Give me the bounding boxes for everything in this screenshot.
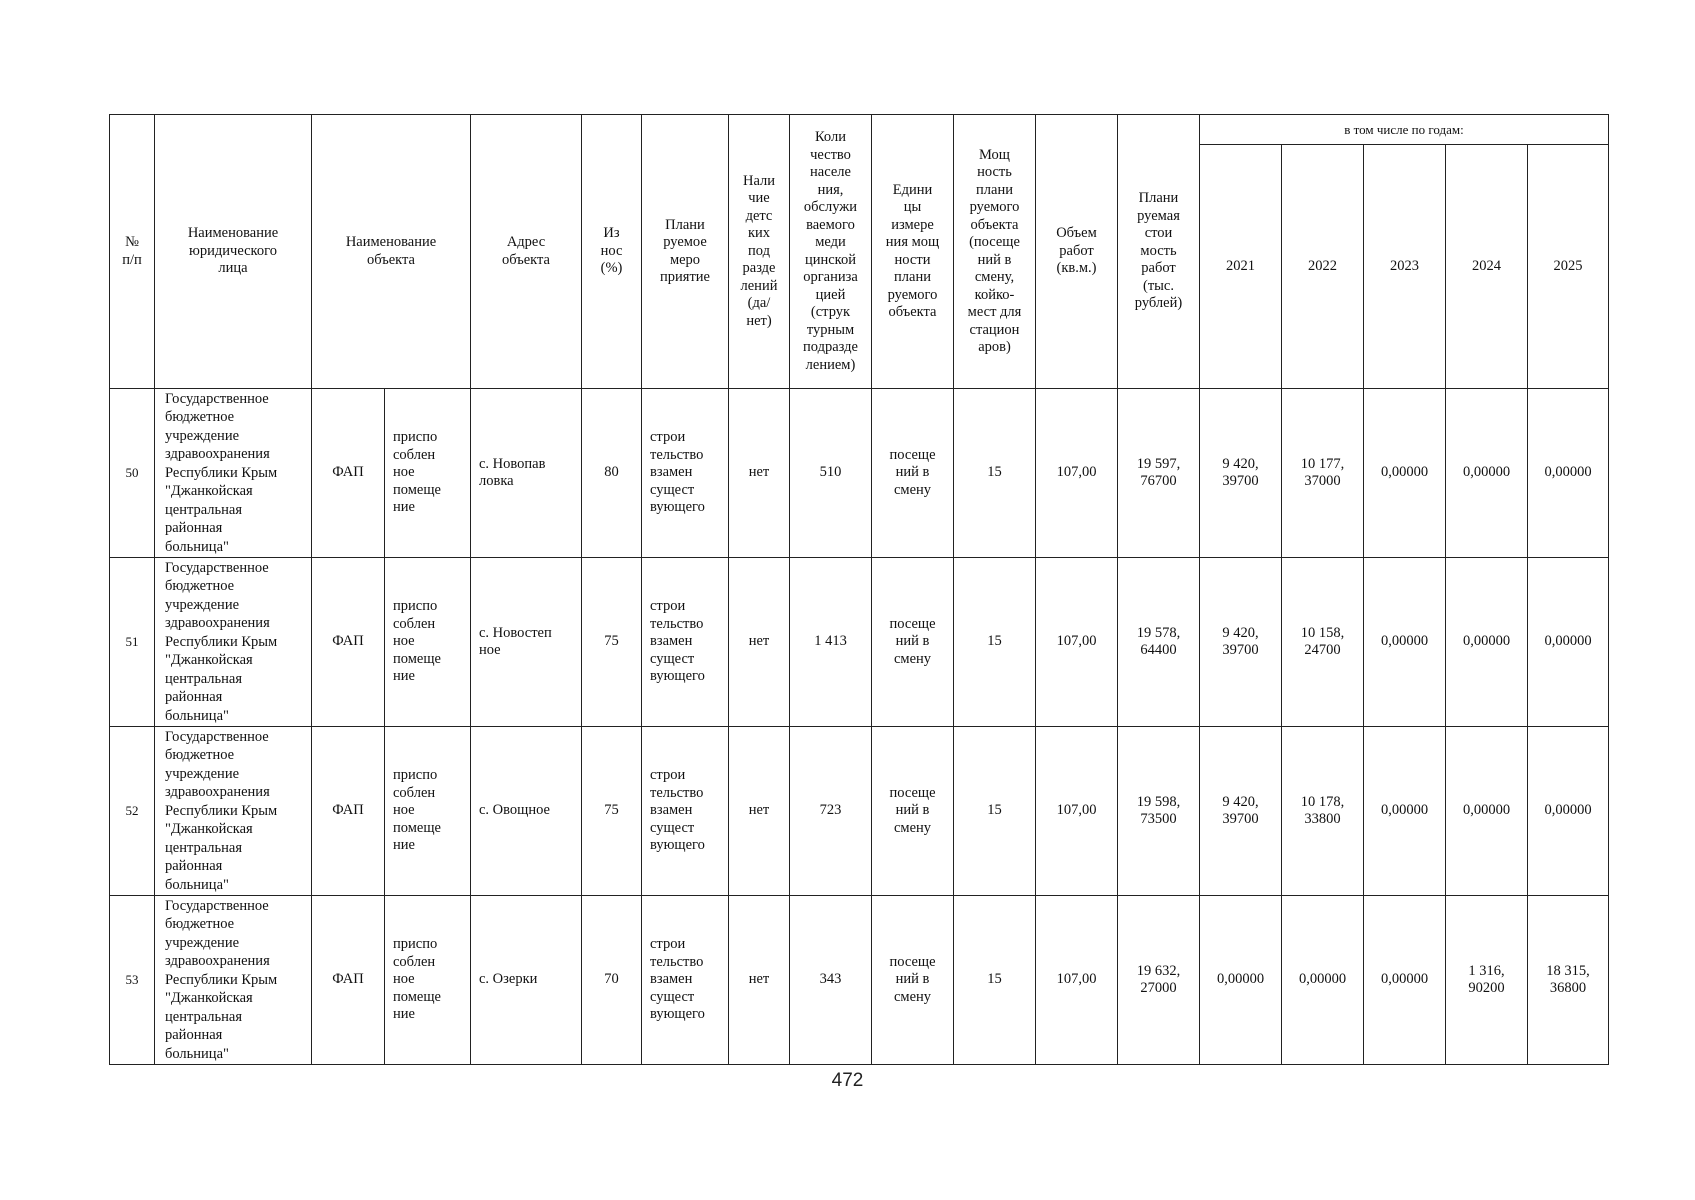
header-row-1 (110, 115, 1609, 145)
row-num: 52 (110, 727, 155, 896)
row-population: 343 (790, 896, 872, 1065)
row-num: 51 (110, 558, 155, 727)
row-wear: 80 (582, 389, 642, 558)
page-number: 472 (831, 1070, 864, 1091)
row-units: посеще ний в смену (872, 389, 954, 558)
header-capacity: Мощ ность плани руемого объекта (посеще ний в смену, койко- мест для стацион аров) (954, 115, 1036, 389)
header-population: Коли чество населе ния, обслужи ваемого меди цинской организа цией (струк турным подразде лением) (790, 115, 872, 389)
row-object-desc: приспо соблен ное помеще ние (385, 558, 471, 727)
row-wear: 70 (582, 896, 642, 1065)
table-row (110, 558, 1609, 727)
row-year-2023: 0,00000 (1364, 896, 1446, 1065)
row-address: с. Овощное (471, 727, 582, 896)
row-year-2023: 0,00000 (1364, 389, 1446, 558)
row-year-2025: 0,00000 (1528, 389, 1609, 558)
row-year-2022: 10 178, 33800 (1282, 727, 1364, 896)
table-row (110, 896, 1609, 1065)
row-measure: строи тельство взамен сущест вующего (642, 727, 729, 896)
row-volume: 107,00 (1036, 389, 1118, 558)
row-year-2021: 9 420, 39700 (1200, 389, 1282, 558)
row-measure: строи тельство взамен сущест вующего (642, 389, 729, 558)
row-year-2025: 0,00000 (1528, 727, 1609, 896)
row-year-2025: 18 315, 36800 (1528, 896, 1609, 1065)
row-cost: 19 632, 27000 (1118, 896, 1200, 1065)
header-cost: Плани руемая стои мость работ (тыс. рублей) (1118, 115, 1200, 389)
row-year-2025: 0,00000 (1528, 558, 1609, 727)
row-population: 510 (790, 389, 872, 558)
row-cost: 19 597, 76700 (1118, 389, 1200, 558)
row-volume: 107,00 (1036, 727, 1118, 896)
objects-table (109, 114, 1609, 1065)
row-year-2023: 0,00000 (1364, 727, 1446, 896)
row-children: нет (729, 558, 790, 727)
header-year-2025: 2025 (1528, 145, 1609, 389)
header-capacity-units: Едини цы измере ния мощ ности плани руемого объекта (872, 115, 954, 389)
row-measure: строи тельство взамен сущест вующего (642, 558, 729, 727)
header-address: Адрес объекта (471, 115, 582, 389)
row-org: Государственное бюджетное учреждение здравоохранения Республики Крым "Джанкойская центральная районная больница" (155, 389, 312, 558)
row-object-type: ФАП (312, 727, 385, 896)
row-year-2024: 0,00000 (1446, 558, 1528, 727)
row-year-2024: 1 316, 90200 (1446, 896, 1528, 1065)
row-year-2023: 0,00000 (1364, 558, 1446, 727)
row-address: с. Новостеп ное (471, 558, 582, 727)
row-object-desc: приспо соблен ное помеще ние (385, 896, 471, 1065)
row-object-type: ФАП (312, 896, 385, 1065)
row-year-2022: 10 158, 24700 (1282, 558, 1364, 727)
row-population: 1 413 (790, 558, 872, 727)
header-object-name: Наименование объекта (312, 115, 471, 389)
header-num: № п/п (110, 115, 155, 389)
header-children-units: Нали чие детс ких под разде лений (да/ нет) (729, 115, 790, 389)
row-capacity: 15 (954, 727, 1036, 896)
row-wear: 75 (582, 727, 642, 896)
header-year-2022: 2022 (1282, 145, 1364, 389)
row-capacity: 15 (954, 558, 1036, 727)
row-children: нет (729, 896, 790, 1065)
row-object-desc: приспо соблен ное помеще ние (385, 389, 471, 558)
row-capacity: 15 (954, 389, 1036, 558)
row-object-type: ФАП (312, 389, 385, 558)
row-object-type: ФАП (312, 558, 385, 727)
header-by-years: в том числе по годам: (1200, 115, 1609, 145)
row-year-2022: 0,00000 (1282, 896, 1364, 1065)
table-row (110, 389, 1609, 558)
row-num: 50 (110, 389, 155, 558)
header-year-2021: 2021 (1200, 145, 1282, 389)
row-year-2024: 0,00000 (1446, 389, 1528, 558)
header-measure: Плани руемое меро приятие (642, 115, 729, 389)
row-units: посеще ний в смену (872, 727, 954, 896)
header-year-2024: 2024 (1446, 145, 1528, 389)
row-year-2021: 0,00000 (1200, 896, 1282, 1065)
row-units: посеще ний в смену (872, 558, 954, 727)
header-year-2023: 2023 (1364, 145, 1446, 389)
header-volume: Объем работ (кв.м.) (1036, 115, 1118, 389)
row-org: Государственное бюджетное учреждение здравоохранения Республики Крым "Джанкойская центральная районная больница" (155, 727, 312, 896)
row-year-2021: 9 420, 39700 (1200, 727, 1282, 896)
row-wear: 75 (582, 558, 642, 727)
row-cost: 19 598, 73500 (1118, 727, 1200, 896)
row-measure: строи тельство взамен сущест вующего (642, 896, 729, 1065)
row-address: с. Озерки (471, 896, 582, 1065)
row-year-2024: 0,00000 (1446, 727, 1528, 896)
row-population: 723 (790, 727, 872, 896)
row-org: Государственное бюджетное учреждение здравоохранения Республики Крым "Джанкойская центральная районная больница" (155, 896, 312, 1065)
row-volume: 107,00 (1036, 558, 1118, 727)
row-object-desc: приспо соблен ное помеще ние (385, 727, 471, 896)
row-address: с. Новопав ловка (471, 389, 582, 558)
row-year-2021: 9 420, 39700 (1200, 558, 1282, 727)
header-wear: Из нос (%) (582, 115, 642, 389)
table-row (110, 727, 1609, 896)
row-num: 53 (110, 896, 155, 1065)
row-cost: 19 578, 64400 (1118, 558, 1200, 727)
row-children: нет (729, 389, 790, 558)
row-children: нет (729, 727, 790, 896)
row-year-2022: 10 177, 37000 (1282, 389, 1364, 558)
row-capacity: 15 (954, 896, 1036, 1065)
row-volume: 107,00 (1036, 896, 1118, 1065)
header-org-name: Наименование юридического лица (155, 115, 312, 389)
row-org: Государственное бюджетное учреждение здравоохранения Республики Крым "Джанкойская центральная районная больница" (155, 558, 312, 727)
row-units: посеще ний в смену (872, 896, 954, 1065)
